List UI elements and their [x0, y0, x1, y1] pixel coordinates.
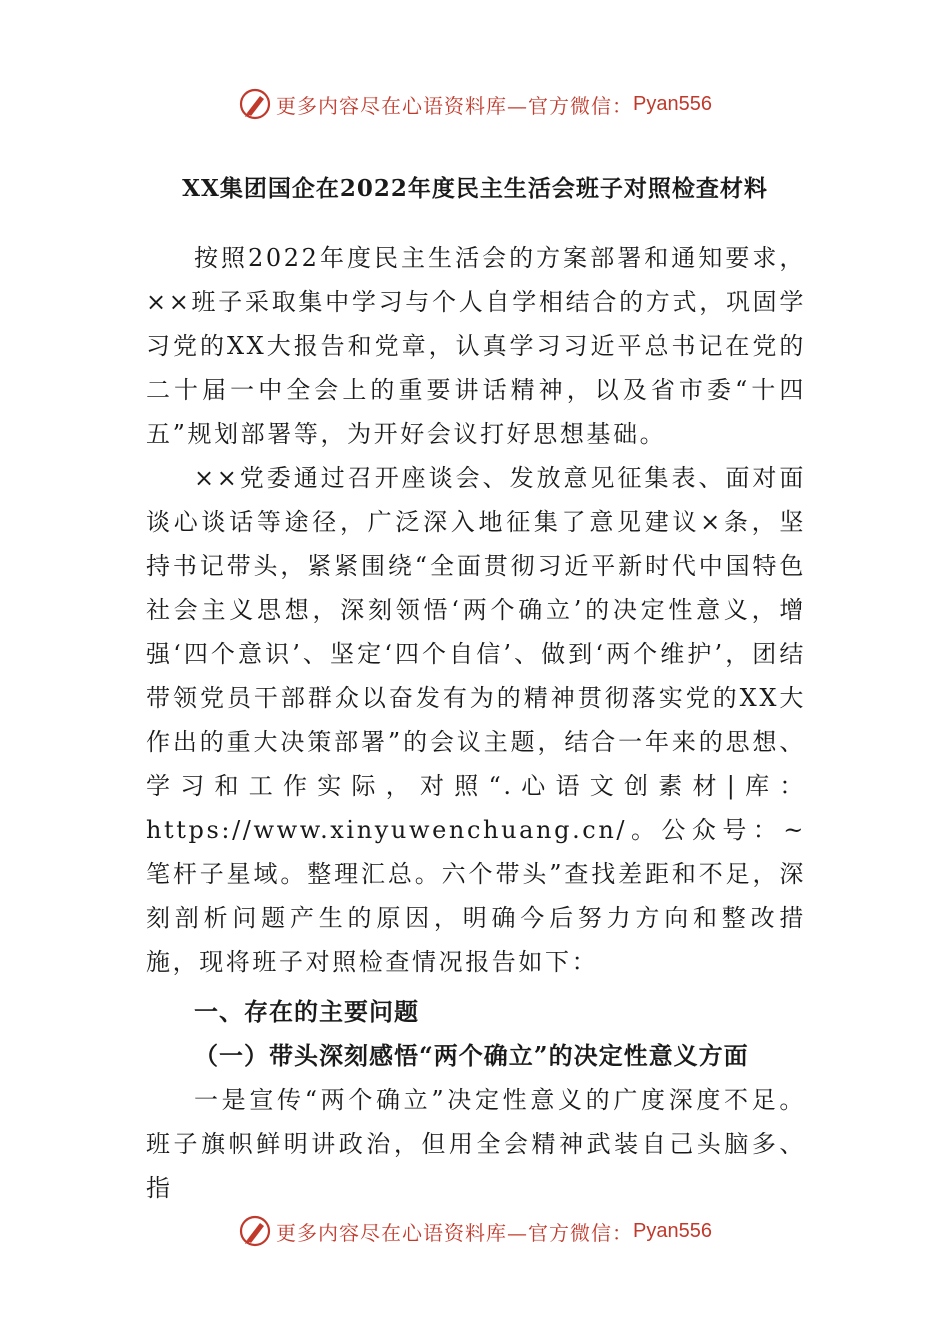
pen-logo-icon	[238, 1214, 272, 1248]
header-banner	[0, 84, 950, 124]
paragraph: 按照2022年度民主生活会的方案部署和通知要求，××班子采取集中学习与个人自学相结合的方式，巩固学习党的XX大报告和党章，认真学习习近平总书记在党的二十届一中全会上的重要讲话精神，以及省市委“十四五”规划部署等，为开好会议打好思想基础。	[146, 244, 806, 448]
wechat-id: Pyan556	[633, 92, 712, 115]
section-heading: 一、存在的主要问题	[194, 997, 419, 1026]
wechat-id: Pyan556	[633, 1219, 712, 1242]
document-title: XX集团国企在2022年度民主生活会班子对照检查材料	[182, 175, 768, 202]
banner-text: 更多内容尽在心语资料库—官方微信：	[276, 93, 634, 118]
paragraph: ××党委通过召开座谈会、发放意见征集表、面对面谈心谈话等途径，广泛深入地征集了意见建议×条，坚持书记带头，紧紧围绕“全面贯彻习近平新时代中国特色社会主义思想，深刻领悟‘两个确立’的决定性意义，增强‘四个意识’、坚定‘四个自信’、做到‘两个维护’，团结带领党员干部群众以奋发有为的精神贯彻落实党的XX大作出的重大决策部署”的会议主题，结合一年来的思想、学习和工作实际，对照“.心语文创素材|库：https://www.xinyuwenchuang.cn/。公众号：~笔杆子星域。整理汇总。六个带头”查找差距和不足，深刻剖析问题产生的原因，明确今后努力方向和整改措施，现将班子对照检查情况报告如下：	[146, 464, 806, 976]
footer-banner	[0, 1211, 950, 1251]
document-body	[146, 236, 806, 1210]
subsection-heading: （一）带头深刻感悟“两个确立”的决定性意义方面	[194, 1041, 749, 1070]
paragraph: 一是宣传“两个确立”决定性意义的广度深度不足。班子旗帜鲜明讲政治，但用全会精神武装自己头脑多、指	[146, 1086, 806, 1202]
pen-logo-icon	[238, 87, 272, 121]
banner-text: 更多内容尽在心语资料库—官方微信：	[276, 1220, 634, 1245]
